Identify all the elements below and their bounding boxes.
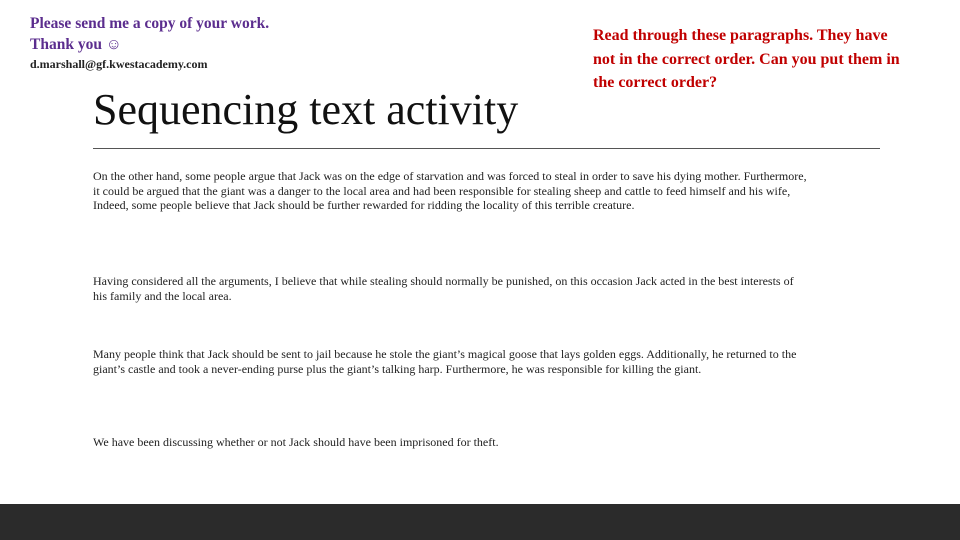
title-divider bbox=[93, 148, 880, 149]
paragraph-3: Many people think that Jack should be sent to jail because he stole the giant’s magical goose that lays golden eggs. Additionally, he returned to the giant’s castle and took a never-ending purse plus the giant’s talking harp. Furthermore, he was responsible for killing the giant. bbox=[93, 347, 797, 376]
instructions-text: Read through these paragraphs. They have not in the correct order. Can you put them in the correct order? bbox=[593, 27, 900, 91]
contact-email: d.marshall@gf.kwestacademy.com bbox=[30, 57, 208, 71]
request-note: Please send me a copy of your work. Thank you ☺ bbox=[30, 15, 270, 53]
paragraph-2: Having considered all the arguments, I believe that while stealing should normally be punished, on this occasion Jack acted in the best interests of his family and the local area. bbox=[93, 274, 794, 303]
page-title: Sequencing text activity bbox=[93, 85, 519, 134]
paragraph-4: We have been discussing whether or not Jack should have been imprisoned for theft. bbox=[93, 435, 499, 449]
footer-bar bbox=[0, 504, 960, 540]
paragraph-1: On the other hand, some people argue that Jack was on the edge of starvation and was forced to steal in order to save his dying mother. Furthermore, it could be argued that the giant was a danger to the local area and had been responsible for stealing sheep and cattle to feed himself and his wife, Indeed, some people believe that Jack should be further rewarded for ridding the locality of this terrible creature. bbox=[93, 169, 807, 212]
